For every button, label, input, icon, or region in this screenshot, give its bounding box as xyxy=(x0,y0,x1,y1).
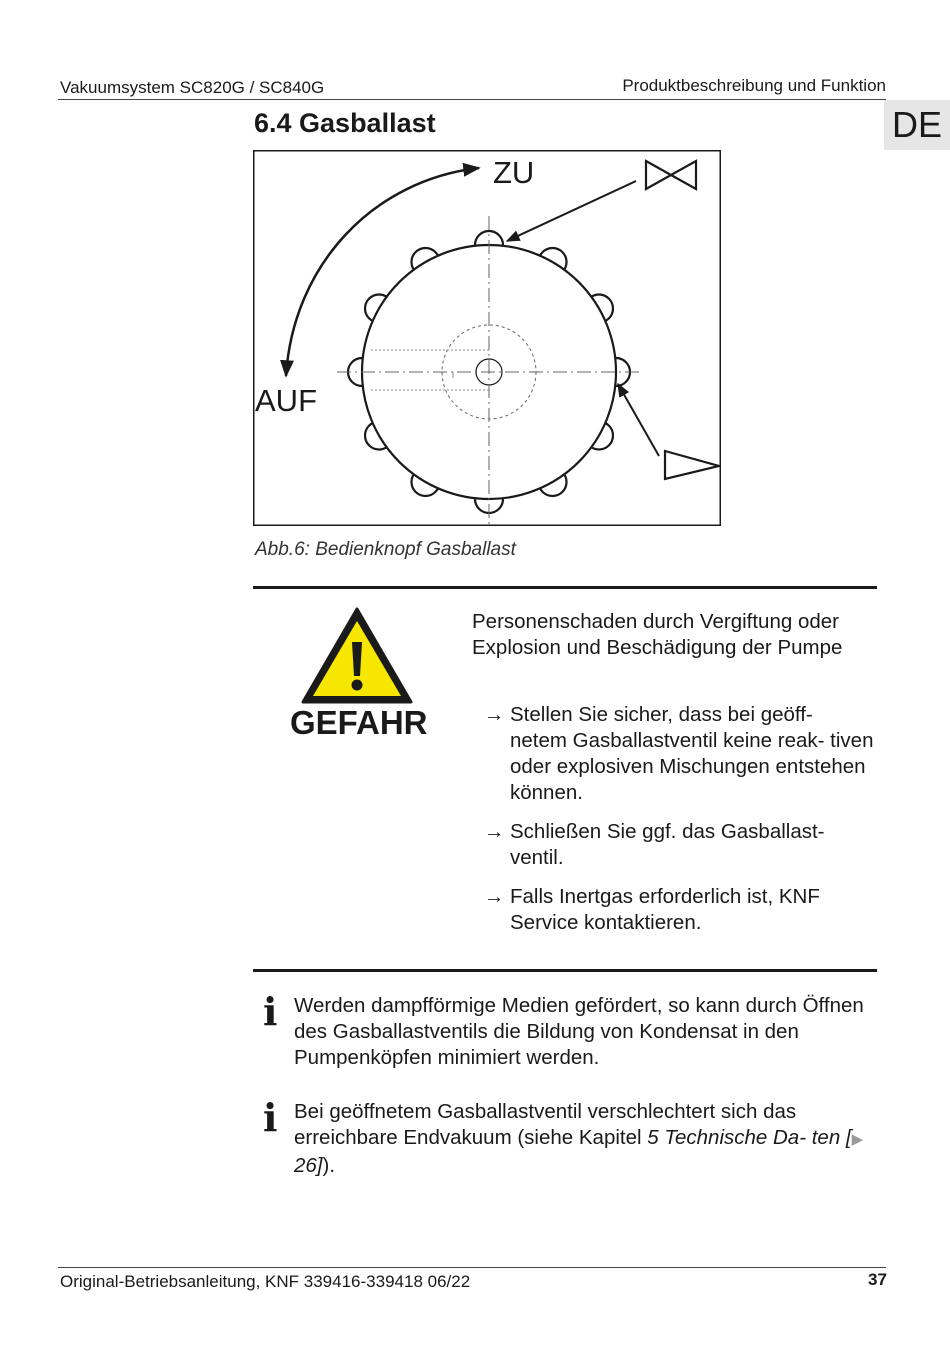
footer-divider xyxy=(58,1267,886,1268)
signal-word-danger: GEFAHR xyxy=(290,704,428,741)
language-tab: DE xyxy=(884,100,950,150)
figure-caption: Abb.6: Bedienknopf Gasballast xyxy=(255,539,516,560)
warning-triangle-icon xyxy=(300,606,414,706)
warning-step xyxy=(484,884,874,936)
info-note-text: Bei geöffnetem Gasballastventil verschlechtert sich das erreichbare Endvakuum (siehe Kapitel xyxy=(294,1100,797,1149)
chapter-reference-text: 5 Technische Da- ten [ xyxy=(647,1126,852,1149)
header-product-title: Vakuumsystem SC820G / SC840G xyxy=(60,78,325,97)
footer-document-id: Original-Betriebsanleitung, KNF 339416-339418 06/22 xyxy=(60,1272,471,1291)
warning-step-text: Schließen Sie ggf. das Gasballast- ventil. xyxy=(510,820,825,869)
warning-bottom-rule xyxy=(253,969,877,972)
info-icon: i xyxy=(263,1095,278,1140)
warning-step xyxy=(484,819,874,871)
closed-pointer-arrow xyxy=(507,181,636,241)
valve-open-icon xyxy=(665,451,719,479)
header-divider xyxy=(58,99,886,100)
arrow-right-icon: → xyxy=(484,820,505,843)
warning-top-rule xyxy=(253,586,877,589)
arrow-right-icon: → xyxy=(484,885,505,908)
warning-step xyxy=(484,702,874,806)
page-number: 37 xyxy=(868,1270,887,1289)
info-note-final-vacuum xyxy=(294,1099,866,1179)
warning-step-text: Stellen Sie sicher, dass bei geöff- netem Gasballastventil keine reak- tiven oder explosiven Mischungen entstehen können. xyxy=(510,703,874,804)
page-reference-number: 26] xyxy=(294,1154,323,1177)
info-note-condensate: Werden dampfförmige Medien gefördert, so kann durch Öffnen des Gasballastventils die Bildung von Kondensat in den Pumpenköpfen minimiert werden. xyxy=(294,994,864,1069)
section-title: 6.4 Gasballast xyxy=(254,108,436,138)
header-chapter-title: Produktbeschreibung und Funktion xyxy=(622,76,886,95)
warning-step-text: Falls Inertgas erforderlich ist, KNF Service kontaktieren. xyxy=(510,885,820,934)
open-pointer-arrow xyxy=(618,384,659,456)
info-icon: i xyxy=(263,989,278,1034)
gas-ballast-knob-figure xyxy=(253,150,721,526)
knob-icon xyxy=(337,216,641,525)
page-reference-icon: ▶ xyxy=(851,1131,864,1148)
warning-heading: Personenschaden durch Vergiftung oder Explosion und Beschädigung der Pumpe xyxy=(472,610,843,659)
arrow-right-icon: → xyxy=(484,703,505,726)
label-open: AUF xyxy=(255,383,317,418)
valve-closed-icon xyxy=(646,161,696,189)
info-note-suffix: ). xyxy=(322,1154,336,1177)
label-closed: ZU xyxy=(493,155,535,190)
